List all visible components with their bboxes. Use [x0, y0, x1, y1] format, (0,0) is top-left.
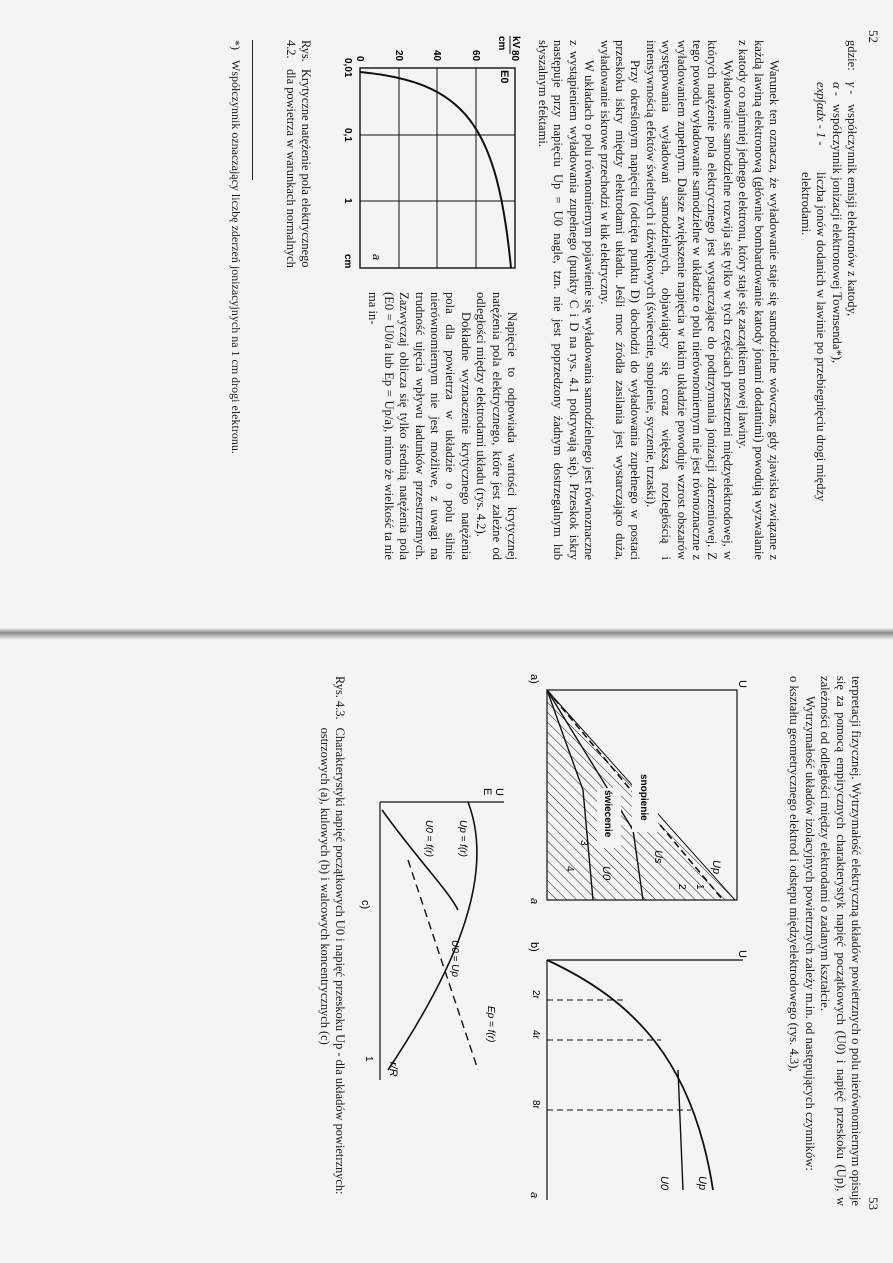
page-number: 52 [866, 30, 881, 43]
x-tick: 0,01 [342, 58, 353, 78]
x-tick: 1 [363, 1056, 374, 1062]
svg-text:snopienie: snopienie [638, 774, 649, 821]
def-gamma: gdzie: γ - współczynnik emisji elektronów z katody, [845, 40, 859, 317]
definitions [797, 40, 859, 560]
figure-tag: b) [528, 942, 540, 952]
x-axis-label: a [528, 898, 540, 905]
page-fold [0, 628, 893, 640]
x-unit: cm [342, 254, 353, 269]
x-tick: 2r [530, 990, 541, 999]
y-unit-bottom: cm [496, 36, 507, 51]
figure-4-3c [358, 780, 508, 1090]
svg-text:Us: Us [652, 850, 664, 864]
x-tick: 0,1 [342, 128, 353, 142]
u0-curve [382, 810, 458, 910]
y-axis-label: U [736, 950, 748, 958]
y-axis-label: U [736, 680, 748, 688]
y-tick: 80 [509, 50, 520, 62]
x-tick: 4r [530, 1030, 541, 1039]
figure-4-3-caption: Rys. 4.3. Charakterystyki napięć początkowych U0 i napięć przeskoku Up - dla układów powietrznych: ostrzowych (a), kulowych (b) i walcowych koncentrycznych (c) [318, 676, 347, 1195]
paragraph: Wytrzymałość układów izolacyjnych powietrznych zależy m.in. od następujących czynników: [802, 696, 817, 1171]
svg-text:U0 = f(r): U0 = f(r) [423, 820, 434, 857]
figure-4-2 [325, 34, 525, 279]
ep-curve [408, 860, 478, 1070]
y-tick: 20 [393, 50, 404, 62]
curve-label: E0 [498, 70, 510, 84]
svg-text:1: 1 [694, 884, 705, 890]
text-column [535, 40, 782, 560]
y-tick: 0 [354, 56, 365, 62]
figure-4-3a [523, 670, 753, 920]
paragraph: Dokładne wyznaczenie krytycznego natężenia pola dla powietrza w układzie o polu silnie nierównomiernym nie jest możliwe, z uwagi na trudność ujęcia wpływu ładunków przestrzennych. Zazwyczaj oblicza się tylko średnią natężenia pola (E0 = U0/a lub Ep = Up/a), mimo że wielkość ta nie ma in- [366, 292, 473, 560]
y-axis-bottom: E [481, 788, 493, 796]
x-axis-label: a [528, 1192, 540, 1199]
page-number: 53 [866, 1197, 881, 1210]
svg-text:2: 2 [676, 884, 687, 890]
svg-text:3: 3 [578, 840, 589, 846]
def-exp: exp∫αdx - 1 - liczba jonów dodanich w lawinie po przebiegnięciu drogi między elektrodami. [798, 82, 829, 502]
svg-text:Up: Up [710, 860, 722, 875]
paragraph: terpretacji fizycznej. Wytrzymałość elektryczną układów powietrznych o polu nierównomiernym opisuje się za pomocą empirycznych charakterystyk napięć początkowych (U0) i napięć przeskoku (Up), w zależności od odległości między elektrodami o zadanym kształcie. [818, 676, 863, 1206]
x-tick: 1 [342, 198, 353, 204]
paragraph: W układach o polu równomiernym pojawienie się wyładowania samodzielnego jest równoznaczne z wystąpieniem wyładowania zupełnego (punkty C i D na rys. 4.1 pokrywają się). Przeskok iskry następuje przy napięciu Up = U0 nagle, tzn. nie jest poprzedzony żadnym dostrzegalnym lub słyszalnym efektami. [535, 40, 597, 560]
critical-field-curve [360, 72, 511, 268]
svg-text:4: 4 [564, 866, 575, 872]
footnote: *) Współczynnik oznaczający liczbę zderzeń jonizacyjnych na 1 cm drogi elektronu. [229, 40, 243, 454]
figure-4-3b [523, 940, 753, 1210]
list-item: o kształtu geometrycznego elektrod i odstępu międzyelektrodowego (rys. 4.3), [787, 676, 802, 1072]
x-tick: 8r [530, 1100, 541, 1109]
paragraph: Warunek ten oznacza, że wyładowanie staje się samodzielne wówczas, gdy zjawiska związane z każdą lawiną elektronową (głównie bombardowanie katody jonami dodatnimi) powodują wyzwalanie z katody co najmniej jednego elektronu, który staje się zaczątkiem nowej lawiny. [736, 40, 781, 560]
svg-text:Up = f(r): Up = f(r) [457, 820, 468, 857]
figure-tag: a) [528, 674, 540, 684]
x-symbol: a [370, 254, 382, 261]
page-53 [0, 640, 893, 1240]
paragraph: Napięcie to odpowiada wartości krytycznej natężenia pola elektrycznego, które jest zależne od odległości między elektrodami układu (rys. 4.2). [474, 292, 519, 560]
footnote-rule [252, 40, 253, 180]
y-tick: 60 [470, 50, 481, 62]
up-curve [678, 1070, 683, 1190]
svg-text:Ep = f(r): Ep = f(r) [485, 1006, 496, 1043]
x-axis-label: r/R [387, 1062, 399, 1077]
text-column [786, 676, 863, 1206]
svg-text:U0 = Up: U0 = Up [449, 940, 460, 977]
page-52 [0, 0, 893, 600]
y-tick: 40 [431, 50, 442, 62]
svg-text:Up: Up [696, 1176, 708, 1191]
paragraph: Wyładowanie samodzielne rozwija się tylko w tych częściach przestrzeni międzyelektrodowej, w których natężenie pola elektrycznego jest wystarczające do podtrzymania jonizacji zderzeniowej. Z tego powodu wyładowanie samodzielne w układzie o polu nierównomiernym nie jest równoznaczne z wyładowaniem zupełnym. Dalsze zwiększenie napięcia w takim układzie powoduje wzrost obszarów występowania wyładowań samodzielnych, objawiający się coraz większą rozległością i intensywnością efektów świetlnych i dźwiękowych (świecenie, snopienie, syczenie, trzaski). [643, 40, 735, 560]
svg-text:U0: U0 [658, 1176, 670, 1191]
figure-4-2-caption: Rys. 4.2. Krytyczne natężenie pola elektrycznego dla powietrza w warunkach normalnych [284, 40, 313, 268]
figure-tag: c) [359, 900, 371, 910]
svg-text:świecenie: świecenie [602, 790, 613, 838]
def-alpha: α - współczynnik jonizacji elektronowej Townsenda*), [829, 82, 844, 364]
paragraph: Przy określonym napięciu (odcięta punktu D) dochodzi do wyładowania zupełnego w postaci przeskoku iskry między elektrodami układu. Jeśli moc źródła zasilania jest wystarczająco duża, wyładowanie iskrowe przechodzi w łuk elektryczny. [597, 40, 643, 560]
u0-curve [547, 960, 713, 1190]
y-axis-top: U [493, 788, 505, 796]
side-column [365, 292, 519, 560]
y-unit-top: kV [510, 36, 521, 49]
svg-text:U0: U0 [600, 866, 612, 881]
